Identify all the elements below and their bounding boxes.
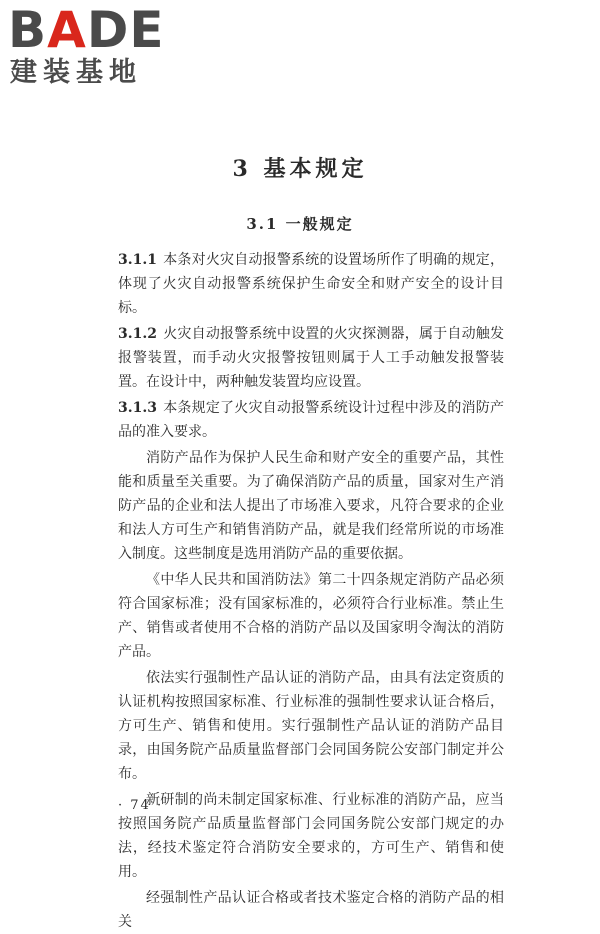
clause-3-1-3: [118, 396, 504, 444]
clause-text: 本条规定了火灾自动报警系统设计过程中涉及的消防产品的准入要求。: [118, 400, 504, 440]
clause-3-1-1: [118, 248, 504, 320]
clause-number: 3.1.1: [118, 252, 157, 268]
paragraph: 消防产品作为保护人民生命和财产安全的重要产品，其性能和质量至关重要。为了确保消防产品的质量，国家对生产消防产品的企业和法人提出了市场准入要求，凡符合要求的企业和法人方可生产和销售消防产品，就是我们经常所说的市场准入制度。这些制度是选用消防产品的重要依据。: [118, 450, 504, 562]
logo-wordmark: [8, 1, 178, 59]
paragraph: 新研制的尚未制定国家标准、行业标准的消防产品，应当按照国务院产品质量监督部门会同国务院公安部门规定的办法，经技术鉴定符合消防安全要求的，方可生产、销售和使用。: [118, 792, 504, 880]
section-title: 3.1 一般规定: [246, 215, 354, 233]
paragraph: 《中华人民共和国消防法》第二十四条规定消防产品必须符合国家标准；没有国家标准的，必须符合行业标准。禁止生产、销售或者使用不合格的消防产品以及国家明令淘汰的消防产品。: [118, 572, 504, 660]
paragraph: 经强制性产品认证合格或者技术鉴定合格的消防产品的相关: [118, 890, 504, 930]
logo-subtitle: 建装基地: [10, 57, 142, 88]
paragraph: 依法实行强制性产品认证的消防产品，由具有法定资质的认证机构按照国家标准、行业标准的强制性要求认证合格后，方可生产、销售和使用。实行强制性产品认证的消防产品目录，由国务院产品质量监督部门会同国务院公安部门制定并公布。: [118, 670, 504, 782]
clause-number: 3.1.2: [118, 326, 157, 342]
clause-text: 火灾自动报警系统中设置的火灾探测器，属于自动触发报警装置，而手动火灾报警按钮则属于人工手动触发报警装置。在设计中，两种触发装置均应设置。: [118, 326, 504, 390]
chapter-title: 3 基本规定: [232, 156, 368, 182]
body-text: [118, 248, 504, 934]
clause-number: 3.1.3: [118, 400, 157, 416]
logo-letters-de: DE: [86, 1, 165, 59]
clause-3-1-2: [118, 322, 504, 394]
page-number: · 74 ·: [118, 798, 164, 813]
brand-logo: [8, 1, 178, 88]
logo-letter-b: B: [8, 1, 48, 59]
clause-text: 本条对火灾自动报警系统的设置场所作了明确的规定，体现了火灾自动报警系统保护生命安全和财产安全的设计目标。: [118, 252, 504, 316]
logo-letter-a: A: [47, 1, 87, 59]
